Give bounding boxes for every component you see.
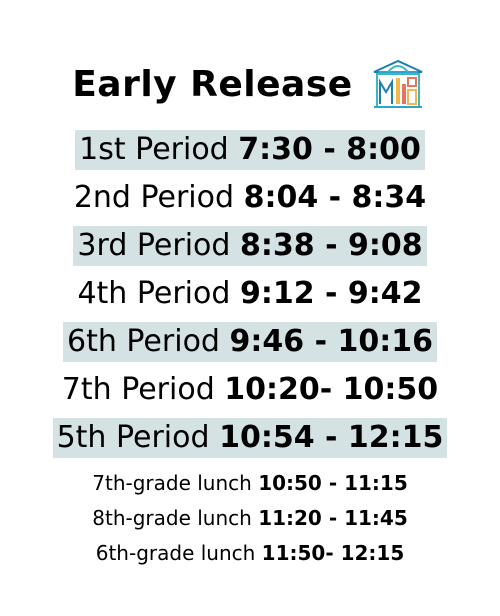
- period-pill: [58, 370, 442, 410]
- lunch-time: 11:20 - 11:45: [258, 506, 408, 530]
- period-pill: [70, 178, 430, 218]
- period-row: [0, 274, 500, 322]
- period-row: [0, 418, 500, 466]
- period-time: 7:30 - 8:00: [238, 132, 421, 167]
- period-row: [0, 322, 500, 370]
- period-list: [0, 130, 500, 571]
- period-pill: [73, 226, 426, 266]
- period-name: 1st Period: [79, 132, 229, 167]
- period-name: 4th Period: [77, 276, 231, 311]
- period-time: 9:46 - 10:16: [229, 324, 433, 359]
- period-row: [0, 370, 500, 418]
- period-name: 2nd Period: [73, 180, 235, 215]
- lunch-name: 7th-grade lunch: [92, 471, 252, 495]
- period-row: [0, 178, 500, 226]
- title-row: [0, 58, 500, 130]
- period-time: 10:54 - 12:15: [219, 420, 444, 455]
- period-time: 10:20- 10:50: [224, 372, 439, 407]
- lunch-row: [0, 501, 500, 536]
- period-name: 3rd Period: [77, 228, 231, 263]
- page-title: Early Release: [72, 63, 353, 105]
- lunch-row: [0, 536, 500, 571]
- lunch-time: 11:50- 12:15: [261, 541, 405, 565]
- period-time: 8:04 - 8:34: [243, 180, 427, 215]
- period-pill: [53, 418, 448, 458]
- lunch-name: 8th-grade lunch: [92, 506, 252, 530]
- lunch-name: 6th-grade lunch: [95, 541, 256, 565]
- period-name: 7th Period: [61, 372, 215, 407]
- period-name: 6th Period: [67, 324, 220, 359]
- period-time: 9:12 - 9:42: [239, 276, 423, 311]
- period-pill: [75, 130, 425, 170]
- lunch-row: [0, 466, 500, 501]
- period-pill: [63, 322, 437, 362]
- period-pill: [73, 274, 426, 314]
- school-building-icon: [368, 58, 428, 110]
- period-row: [0, 130, 500, 178]
- lunch-time: 10:50 - 11:15: [258, 471, 408, 495]
- period-name: 5th Period: [56, 420, 210, 455]
- period-row: [0, 226, 500, 274]
- period-time: 8:38 - 9:08: [240, 228, 423, 263]
